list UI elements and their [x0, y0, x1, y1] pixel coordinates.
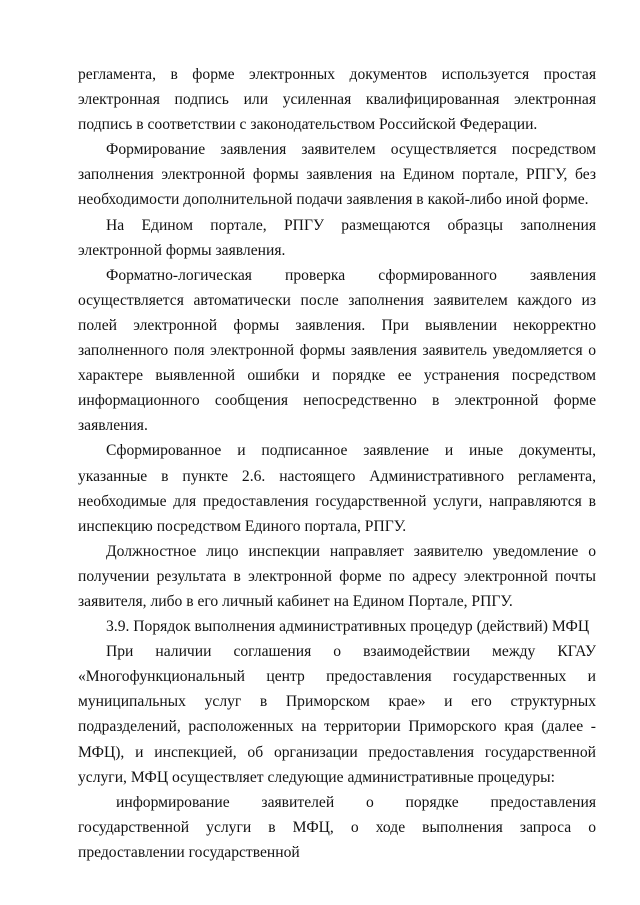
paragraph-format-check: Форматно-логическая проверка сформированного заявления осуществляется автоматически после заполнения заявителем каждого из полей электронной формы заявления. При выявлении некорректно заполненного поля электронной формы заявления заявитель уведомляется о характере выявленной ошибки и порядке ее устранения посредством информационного сообщения непосредственно в электронной форме заявления.: [78, 266, 596, 435]
document-body: [78, 62, 596, 865]
section-heading-3-9: 3.9. Порядок выполнения административных процедур (действий) МФЦ: [106, 618, 590, 636]
paragraph-samples: На Едином портале, РПГУ размещаются образцы заполнения электронной формы заявления.: [78, 216, 596, 259]
paragraph-notification: Должностное лицо инспекции направляет заявителю уведомление о получении результата в электронной форме по адресу электронной почты заявителя, либо в его личный кабинет на Едином Портале, РПГУ.: [78, 542, 596, 610]
paragraph-form-filling: Формирование заявления заявителем осуществляется посредством заполнения электронной формы заявления на Едином портале, РПГУ, без необходимости дополнительной подачи заявления в какой-либо иной форме.: [78, 141, 596, 209]
paragraph-continuation: регламента, в форме электронных документов используется простая электронная подпись или усиленная квалифицированная электронная подпись в соответствии с законодательством Российской Федерации.: [78, 66, 596, 134]
paragraph-informing: информирование заявителей о порядке предоставления государственной услуги в МФЦ, о ходе выполнения запроса о предоставлении государственной: [78, 793, 596, 861]
paragraph-mfc-agreement: При наличии соглашения о взаимодействии между КГАУ «Многофункциональный центр предоставления государственных и муниципальных услуг в Приморском крае» и его структурных подразделений, расположенных на территории Приморского края (далее - МФЦ), и инспекцией, об организации предоставления государственной услуги, МФЦ осуществляет следующие административные процедуры:: [78, 643, 596, 786]
paragraph-submission: Сформированное и подписанное заявление и иные документы, указанные в пункте 2.6. настоящего Административного регламента, необходимые для предоставления государственной услуги, направляются в инспекцию посредством Единого портала, РПГУ.: [78, 442, 596, 535]
